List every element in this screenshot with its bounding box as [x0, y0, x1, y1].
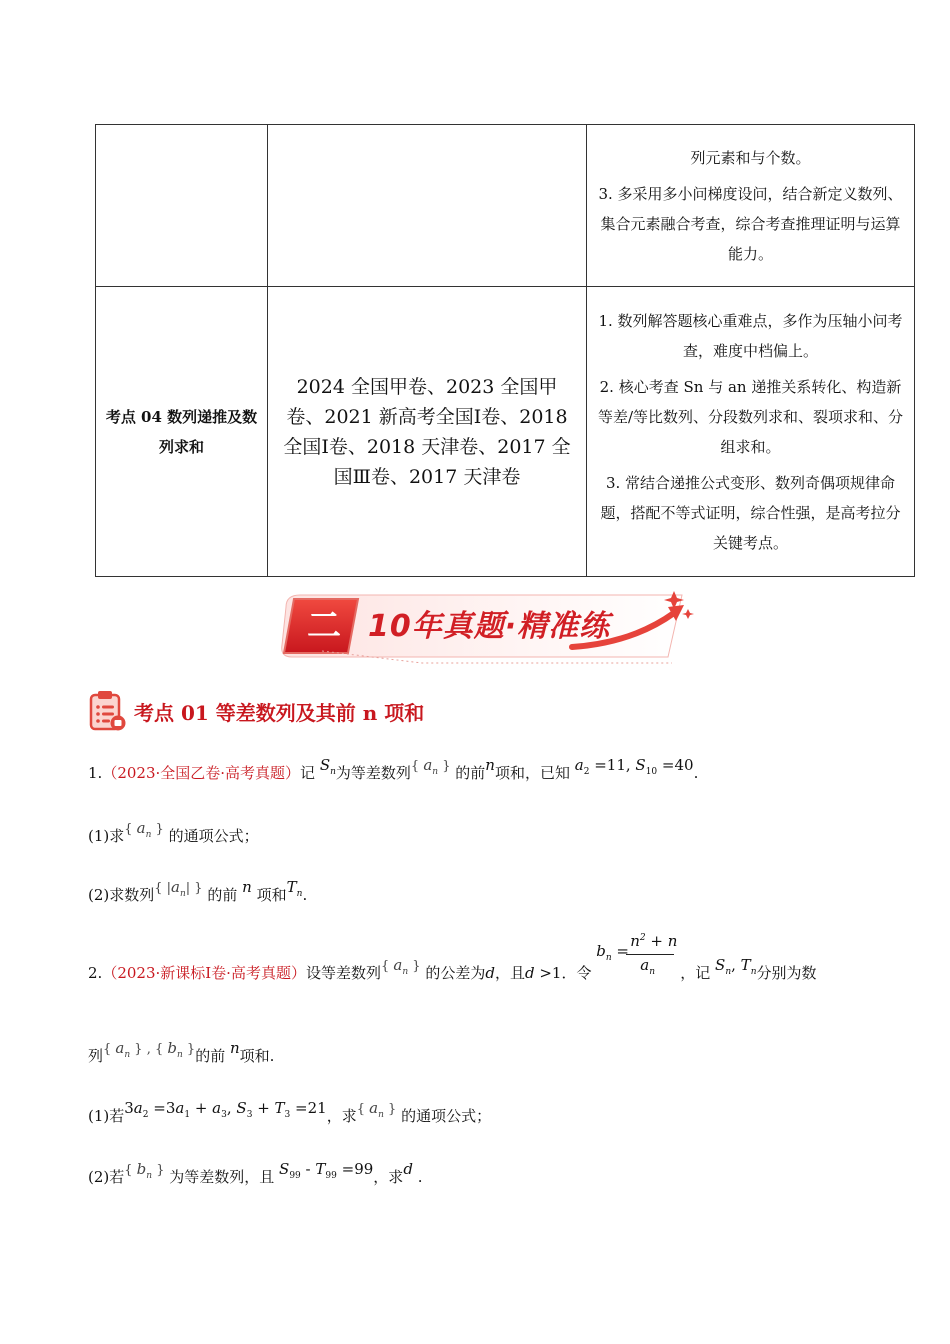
note-text: 3. 多采用多小问梯度设问，结合新定义数列、集合元素融合考查，综合考查推理证明与运算能力。 — [598, 184, 903, 263]
math-fraction: $b_n$ = $n^2 + n$ $a_n$ — [596, 932, 678, 977]
math: { $a_n$ } , { $b_n$ } — [103, 1039, 196, 1060]
note-text: 1. 数列解答题核心重难点，多作为压轴小问考查，难度中档偏上。 — [598, 311, 903, 360]
notes-cell — [587, 125, 915, 287]
question-1-part-2 — [88, 878, 308, 907]
question-text: ，记 — [680, 964, 711, 982]
question-text: 的通项公式； — [401, 1107, 492, 1125]
question-text: 的前 — [455, 764, 486, 782]
section-banner — [272, 585, 702, 667]
question-text: ，求 — [373, 1168, 404, 1186]
math: d — [403, 1160, 413, 1178]
question-text: ，求 — [326, 1107, 357, 1125]
math: { $|a_n|$ } — [154, 878, 203, 899]
math: $a_2 =11$, $S_{10} =40$ — [574, 756, 694, 777]
question-text: 的前 — [195, 1047, 226, 1065]
note-text: 列元素和与个数。 — [690, 148, 811, 167]
section-heading — [88, 688, 424, 734]
math: $S_n$ — [319, 756, 336, 777]
question-text: 记 — [300, 764, 316, 782]
math: { $a_n$ } — [356, 1099, 397, 1120]
question-text: 的通项公式； — [168, 827, 259, 845]
question-text: 项和. — [239, 1047, 275, 1065]
question-text: 的前 — [207, 886, 238, 904]
section-title: 考点 01 等差数列及其前 n 项和 — [134, 700, 425, 725]
question-text: 分别为数 — [756, 964, 817, 982]
math: $S_n$, $T_n$ — [715, 956, 757, 977]
math: { $a_n$ } — [410, 756, 451, 777]
question-2-part-2 — [88, 1160, 423, 1189]
question-number: 1. — [88, 764, 103, 782]
question-2-line — [88, 932, 817, 985]
math: n — [242, 878, 252, 896]
table-row — [96, 125, 915, 287]
question-1-line — [88, 756, 699, 785]
question-text: . — [417, 1168, 423, 1186]
question-source: （2023·全国乙卷·高考真题） — [102, 764, 301, 782]
question-text: 为等差数列 — [335, 764, 411, 782]
math: $T_n$ — [286, 878, 303, 899]
note-text: 3. 常结合递推公式变形、数列奇偶项规律命题，搭配不等式证明，综合性强，是高考拉分关键考点。 — [600, 473, 901, 552]
notes-cell — [587, 287, 915, 577]
question-text: (1)若 — [88, 1107, 125, 1125]
topic-cell — [96, 125, 268, 287]
question-text: ，且 — [494, 964, 525, 982]
question-text: 列 — [88, 1047, 104, 1065]
question-source: （2023·新课标Ⅰ卷·高考真题） — [102, 964, 306, 982]
question-text: 为等差数列，且 — [169, 1168, 275, 1186]
question-text: ．令 — [561, 964, 592, 982]
question-text: 项和 — [256, 886, 287, 904]
question-text: 项和，已知 — [494, 764, 570, 782]
math: { $a_n$ } — [124, 819, 164, 840]
question-1-part-1 — [88, 819, 259, 848]
question-text: (2)若 — [88, 1168, 125, 1186]
question-text: 的公差为 — [425, 964, 486, 982]
math: $S_{99} - T_{99} =99$ — [279, 1160, 374, 1181]
exam-summary-table — [95, 124, 915, 577]
math: { $a_n$ } — [380, 956, 421, 977]
years-cell — [268, 125, 587, 287]
math: $3a_2 =3a_1 + a_3$, $S_3 + T_3 =21$ — [124, 1099, 327, 1120]
note-text: 2. 核心考查 Sn 与 an 递推关系转化、构造新等差/等比数列、分段数列求和、裂项求和、分组求和。 — [597, 377, 904, 456]
question-text: . — [693, 764, 699, 782]
question-text: . — [302, 886, 308, 904]
clipboard-icon — [88, 690, 126, 732]
math: n — [485, 756, 495, 774]
question-text: 设等差数列 — [305, 964, 381, 982]
question-2-part-1 — [88, 1099, 492, 1128]
question-text: (2)求数列 — [88, 886, 155, 904]
table-row — [96, 287, 915, 577]
topic-cell: 考点 04 数列递推及数列求和 — [96, 287, 268, 577]
math: { $b_n$ } — [124, 1160, 165, 1181]
question-number: 2. — [88, 964, 103, 982]
years-cell: 2024 全国甲卷、2023 全国甲卷、2021 新高考全国Ⅰ卷、2018 全国Ⅰ卷、2018 天津卷、2017 全国Ⅲ卷、2017 天津卷 — [268, 287, 587, 577]
banner-title: 10年真题·精准练 — [368, 609, 611, 644]
question-2-line-2 — [88, 1039, 275, 1068]
math: n — [230, 1039, 240, 1057]
banner-number: 二 — [307, 606, 341, 646]
question-text: (1)求 — [88, 827, 125, 845]
math: d >1 — [524, 964, 562, 982]
math: d — [485, 964, 495, 982]
